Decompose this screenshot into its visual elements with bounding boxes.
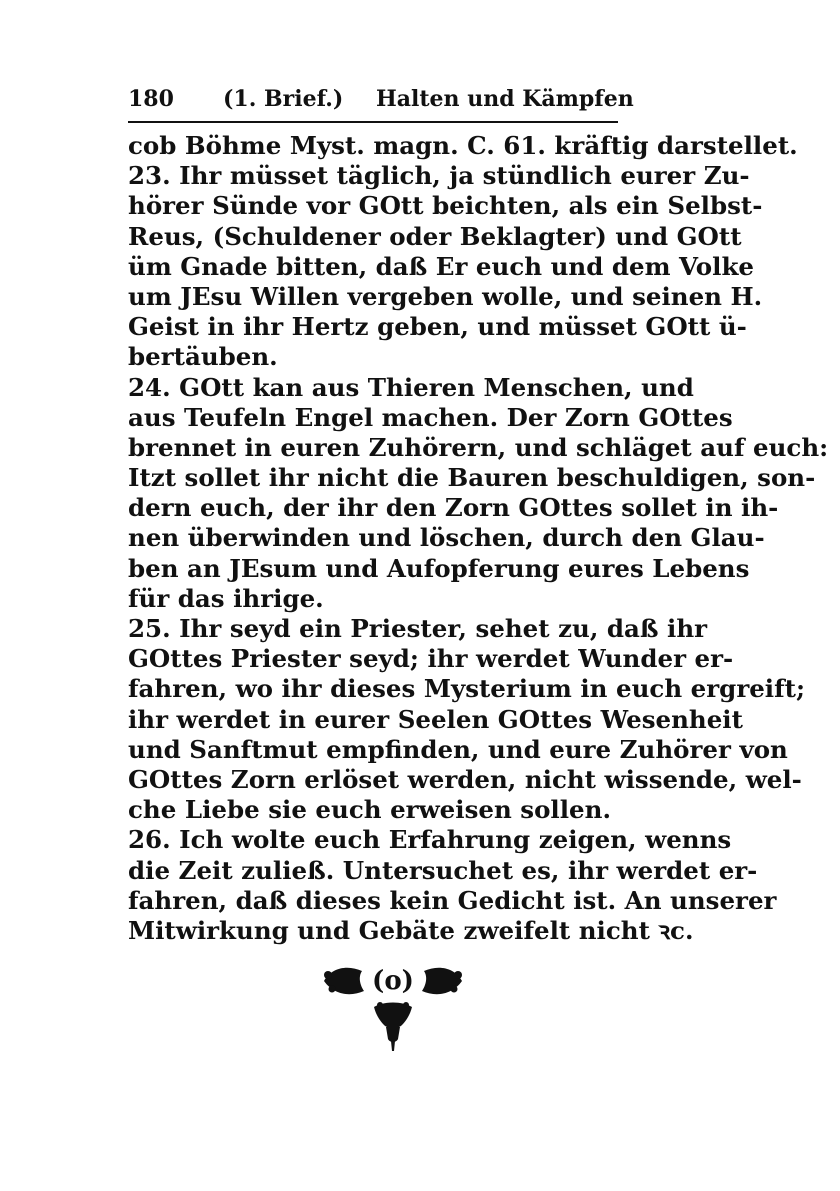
ornament-flourish-left [324, 968, 364, 994]
text-line: che Liebe sie euch erweisen sollen. [128, 795, 611, 825]
page-number: 180 [128, 86, 174, 112]
text-line: ben an JEsum und Aufopferung eures Lebens [128, 553, 750, 583]
text-line: fahren, wo ihr dieses Mysterium in euch ergreift; [128, 674, 806, 704]
text-line: nen überwinden und löschen, durch den Glau- [128, 523, 765, 553]
text-line: GOttes Priester seyd; ihr werdet Wunder er- [128, 644, 734, 674]
text-line: GOttes Zorn erlöset werden, nicht wissende, wel- [128, 764, 802, 794]
text-line: und Sanftmut empfinden, und eure Zuhörer von [128, 734, 788, 764]
text-line: 23. Ihr müsset täglich, ja stündlich eurer Zu- [128, 161, 750, 191]
body-text [128, 131, 829, 946]
text-line: die Zeit zuließ. Untersuchet es, ihr werdet er- [128, 855, 758, 885]
text-line: ihr werdet in eurer Seelen GOttes Wesenheit [128, 704, 743, 734]
text-line: Reus, (Schuldener oder Beklagter) und GOtt [128, 221, 742, 251]
ornament-pendant [374, 1002, 412, 1051]
text-line: üm Gnade bitten, daß Er euch und dem Volke [128, 251, 755, 281]
printers-ornament [318, 955, 468, 1065]
running-title: Halten und Kämpfen [376, 86, 634, 112]
text-line: Mitwirkung und Gebäte zweifelt nicht ꝛc. [128, 915, 694, 945]
text-line: hörer Sünde vor GOtt beichten, als ein Selbst- [128, 191, 763, 221]
text-line: 26. Ich wolte euch Erfahrung zeigen, wenns [128, 825, 732, 855]
text-line: cob Böhme Myst. magn. C. 61. kräftig darstellet. [128, 131, 798, 160]
text-line: dern euch, der ihr den Zorn GOttes sollet in ih- [128, 493, 779, 523]
text-line: für das ihrige. [128, 583, 324, 613]
text-line: Itzt sollet ihr nicht die Bauren beschuldigen, son- [128, 463, 816, 493]
text-line: um JEsu Willen vergeben wolle, und seinen H. [128, 281, 763, 311]
text-line: 25. Ihr seyd ein Priester, sehet zu, daß ihr [128, 614, 708, 643]
section-label: (1. Brief.) [223, 86, 344, 112]
running-head [128, 86, 634, 120]
ornament-center-text: (o) [372, 966, 414, 996]
text-line: 24. GOtt kan aus Thieren Menschen, und [128, 372, 694, 402]
text-line: brennet in euren Zuhörern, und schläget auf euch: [128, 432, 829, 462]
text-line: bertäuben. [128, 342, 278, 372]
text-line: Geist in ihr Hertz geben, und müsset GOtt ü- [128, 312, 747, 342]
ornament-flourish-right [422, 968, 462, 994]
header-rule [128, 121, 618, 123]
text-line: fahren, daß dieses kein Gedicht ist. An unserer [128, 885, 777, 915]
text-line: aus Teufeln Engel machen. Der Zorn GOttes [128, 402, 733, 432]
